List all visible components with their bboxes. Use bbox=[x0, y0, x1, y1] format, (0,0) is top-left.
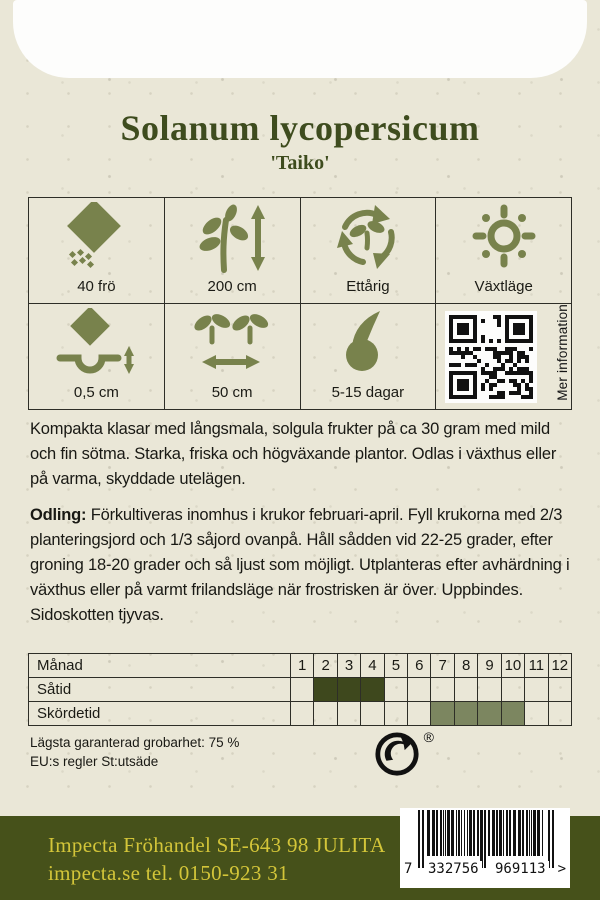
calendar-month-header: 7 bbox=[431, 654, 454, 678]
calendar-cell bbox=[455, 678, 478, 702]
calendar-month-header: 11 bbox=[525, 654, 548, 678]
info-cell-more-information bbox=[436, 304, 572, 410]
packet-top-cutout bbox=[13, 0, 587, 78]
calendar-cell bbox=[385, 702, 408, 726]
cultivation-label: Odling: bbox=[30, 506, 87, 524]
calendar-month-header: 3 bbox=[338, 654, 361, 678]
calendar-cell bbox=[361, 702, 384, 726]
green-dot-icon bbox=[374, 731, 420, 777]
calendar-cell bbox=[361, 678, 384, 702]
calendar-cell bbox=[385, 678, 408, 702]
calendar-row-label: Skördetid bbox=[29, 702, 291, 726]
info-cell-light-position bbox=[436, 198, 572, 304]
calendar-month-header: 5 bbox=[385, 654, 408, 678]
footer-band bbox=[0, 816, 600, 900]
seed-quantity-icon bbox=[29, 198, 164, 278]
plant-height-icon bbox=[165, 198, 300, 278]
calendar-month-header: 6 bbox=[408, 654, 431, 678]
cultivation-text: Förkultiveras inomhus i krukor februari-april. Fyll krukorna med 2/3 planteringsjord och 1/3 såjord ovanpå. Håll sådden vid 22-25 grader, efter groning 18-20 grader och så ljust som möjligt. Utplanteras efter avhärdning i växthus eller på varmt frilandsläge när frostrisken är över. Uppbindes. Sidoskotten tjyvas. bbox=[30, 506, 570, 624]
barcode bbox=[400, 808, 570, 888]
info-cell-germination-time bbox=[301, 304, 437, 410]
germination-note: Lägsta garanterad grobarhet: 75 % bbox=[30, 735, 240, 750]
barcode-digits bbox=[404, 861, 566, 877]
calendar-cell bbox=[338, 678, 361, 702]
notes-block bbox=[30, 733, 239, 771]
calendar-cell bbox=[478, 678, 501, 702]
species-title: Solanum lycopersicum bbox=[120, 108, 480, 148]
barcode-group1: 332756 bbox=[425, 861, 482, 877]
footer-line1: Impecta Fröhandel SE-643 98 JULITA bbox=[48, 833, 386, 857]
calendar-cell bbox=[408, 678, 431, 702]
calendar-cell bbox=[502, 702, 525, 726]
qr-code-label: Mer information bbox=[555, 304, 570, 401]
qr-code bbox=[445, 311, 537, 403]
barcode-trail: > bbox=[557, 861, 566, 877]
publisher-address bbox=[48, 831, 385, 887]
info-cell-sowing-depth bbox=[29, 304, 165, 410]
registered-mark: ® bbox=[423, 729, 434, 745]
calendar-cell bbox=[525, 702, 548, 726]
germination-icon bbox=[301, 304, 436, 384]
calendar-cell bbox=[408, 702, 431, 726]
calendar-row-label: Såtid bbox=[29, 678, 291, 702]
calendar-month-header: 4 bbox=[361, 654, 384, 678]
calendar-cell bbox=[431, 702, 454, 726]
sun-icon bbox=[436, 198, 571, 278]
calendar-month-header: 8 bbox=[455, 654, 478, 678]
cultivation-instructions bbox=[30, 503, 571, 628]
info-cell-plant-spacing bbox=[165, 304, 301, 410]
annual-cycle-icon bbox=[301, 198, 436, 278]
barcode-group2: 969113 bbox=[492, 861, 549, 877]
calendar-cell bbox=[455, 702, 478, 726]
calendar-cell bbox=[291, 702, 314, 726]
info-cell-plant-height bbox=[165, 198, 301, 304]
calendar-header-label: Månad bbox=[29, 654, 291, 678]
calendar-cell bbox=[291, 678, 314, 702]
info-grid bbox=[28, 197, 572, 410]
info-cell-label: 50 cm bbox=[211, 384, 253, 401]
sowing-depth-icon bbox=[29, 304, 164, 384]
calendar-cell bbox=[502, 678, 525, 702]
footer-line2: impecta.se tel. 0150-923 31 bbox=[48, 861, 289, 885]
info-cell-label: 200 cm bbox=[207, 278, 257, 295]
calendar-cell bbox=[314, 702, 337, 726]
calendar-month-header: 9 bbox=[478, 654, 501, 678]
info-cell-seed-quantity bbox=[29, 198, 165, 304]
calendar-cell bbox=[338, 702, 361, 726]
calendar-cell bbox=[525, 678, 548, 702]
calendar-cell bbox=[431, 678, 454, 702]
variety-description: Kompakta klasar med långsmala, solgula frukter på ca 30 gram med mild och fin sötma. Starka, friska och högväxande plantor. Odlas i växthus eller på varma, skyddade utelägen. bbox=[30, 420, 557, 488]
plant-spacing-icon bbox=[165, 304, 300, 384]
calendar-cell bbox=[478, 702, 501, 726]
calendar-month-header: 12 bbox=[549, 654, 572, 678]
calendar-cell bbox=[549, 702, 572, 726]
info-cell-label: Växtläge bbox=[474, 278, 533, 295]
info-cell-label: 5-15 dagar bbox=[331, 384, 405, 401]
calendar-month-header: 1 bbox=[291, 654, 314, 678]
calendar-month-header: 10 bbox=[502, 654, 525, 678]
green-dot-logo bbox=[374, 731, 436, 783]
cultivar-name: 'Taiko' bbox=[270, 152, 330, 174]
sowing-calendar bbox=[28, 653, 572, 726]
info-cell-lifecycle bbox=[301, 198, 437, 304]
barcode-lead-digit: 7 bbox=[404, 861, 413, 877]
calendar-cell bbox=[549, 678, 572, 702]
calendar-month-header: 2 bbox=[314, 654, 337, 678]
calendar-cell bbox=[314, 678, 337, 702]
info-cell-label: Ettårig bbox=[346, 278, 390, 295]
eu-note: EU:s regler St:utsäde bbox=[30, 754, 159, 769]
info-cell-label: 40 frö bbox=[77, 278, 116, 295]
info-cell-label: 0,5 cm bbox=[73, 384, 119, 401]
